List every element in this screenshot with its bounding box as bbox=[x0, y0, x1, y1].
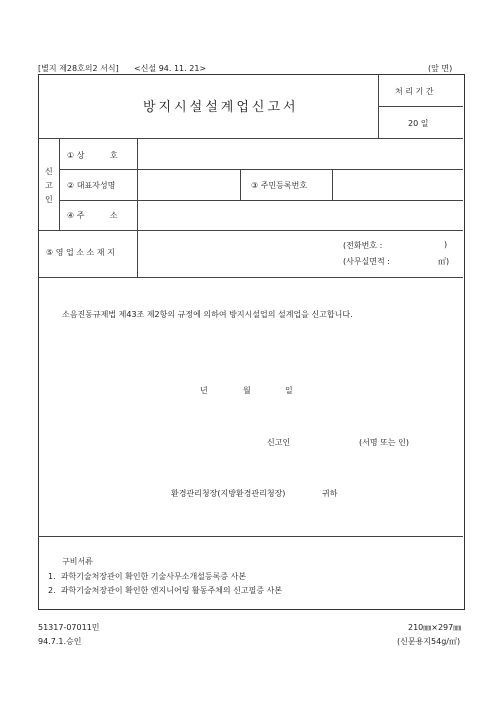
declaration-statement: 소음진동규제법 제43조 제2항의 규정에 의하여 방지시설업의 설계업을 신고합니다. bbox=[62, 310, 353, 319]
label-column-divider bbox=[137, 138, 138, 277]
date-day-label: 일 bbox=[285, 386, 293, 395]
page-side-label: (앞 면) bbox=[428, 64, 453, 73]
phone-number-close: ) bbox=[444, 240, 448, 249]
trade-name-label: ① 상 호 bbox=[67, 151, 118, 160]
row-line bbox=[59, 200, 463, 201]
resident-no-divider-right bbox=[332, 169, 333, 200]
date-month-label: 월 bbox=[243, 386, 251, 395]
representative-label: ② 대표자성명 bbox=[67, 181, 116, 190]
paper-type: (신문용지54g/㎡) bbox=[397, 637, 461, 646]
processing-row-line bbox=[378, 106, 463, 107]
attachment-item: 1. 과학기술처장관이 확인한 기술사무소개설등록증 사본 bbox=[48, 572, 247, 581]
attachment-item: 2. 과학기술처장관이 확인한 엔지니어링 활동주체의 신고필증 사본 bbox=[48, 586, 283, 595]
form-reference: [별지 제28호의2 서식] bbox=[38, 64, 119, 73]
approval-date: 94.7.1.승인 bbox=[38, 637, 82, 646]
attachments-title: 구비서류 bbox=[62, 557, 93, 566]
address-label: ④ 주 소 bbox=[67, 211, 118, 220]
recipient-honorific: 귀하 bbox=[322, 489, 338, 498]
row-line bbox=[38, 230, 463, 231]
business-location-label: ⑤ 영 업 소 소 재 지 bbox=[46, 248, 115, 257]
recipient-office: 환경관리청장(지방환경관리청장) bbox=[171, 489, 286, 498]
processing-period-label: 처 리 기 간 bbox=[395, 87, 434, 96]
resident-no-divider-left bbox=[240, 169, 241, 200]
form-code: 51317-07011민 bbox=[38, 623, 100, 632]
office-area-unit: ㎡) bbox=[438, 257, 450, 266]
amendment-note: <신설 94. 11. 21> bbox=[134, 64, 207, 73]
signer-label: 신고인 bbox=[267, 438, 291, 447]
resident-number-label: ③ 주민등록번호 bbox=[251, 181, 308, 190]
attachments-divider bbox=[38, 536, 463, 537]
paper-size: 210㎜×297㎜ bbox=[408, 623, 462, 632]
signature-note: (서명 또는 인) bbox=[359, 438, 409, 447]
row-line bbox=[38, 138, 463, 139]
row-line bbox=[59, 169, 463, 170]
applicant-group-char-1: 신 bbox=[45, 167, 53, 176]
form-title: 방지시설설계업신고서 bbox=[143, 100, 299, 115]
applicant-group-divider bbox=[59, 138, 60, 230]
row-line bbox=[38, 277, 463, 278]
applicant-group-char-2: 고 bbox=[45, 181, 53, 190]
processing-period-value: 20 일 bbox=[408, 119, 429, 128]
office-area-label: (사무실면적 : bbox=[343, 257, 390, 266]
applicant-group-char-3: 인 bbox=[45, 195, 53, 204]
date-year-label: 년 bbox=[200, 386, 208, 395]
phone-number-label: (전화번호 : bbox=[343, 241, 383, 250]
